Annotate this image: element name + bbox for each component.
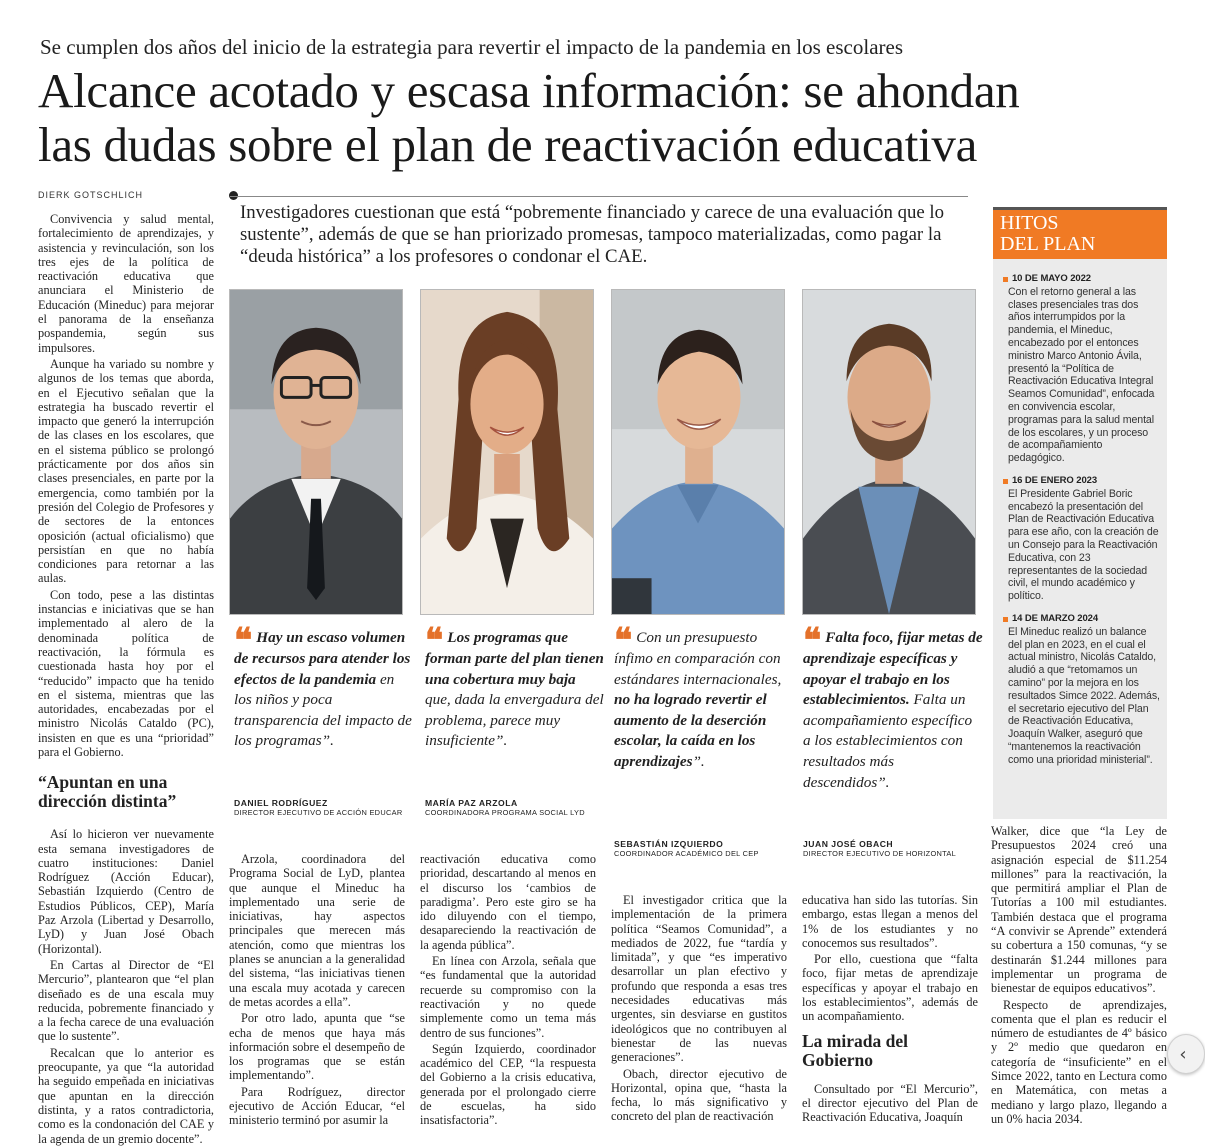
credit-obach [803, 839, 989, 859]
quote-bold-text: no ha logrado revertir el aumento de la deserción escolar, la caída en los aprendizajes [614, 691, 767, 770]
headline-line-2: las dudas sobre el plan de reactivación educativa [38, 117, 978, 172]
milestone-date [1003, 273, 1161, 286]
divider-line [230, 196, 968, 197]
milestone-date-text: 14 DE MARZO 2024 [1012, 612, 1099, 624]
quote-mark-icon: ❝ [614, 621, 629, 661]
milestone-date [1003, 613, 1161, 626]
quote-bold-text: Hay un escaso volumen de recursos para atender los efectos de la pandemia [234, 629, 411, 688]
portrait-juan-jose-obach [802, 289, 976, 615]
paragraph: En Cartas al Director de “El Mercurio”, plantearon que “el plan diseñado es de una escala muy reducida, pobremente financiado y a la fecha carece de una evaluación que lo sustente”. [38, 957, 214, 1044]
paragraph: El investigador critica que la implementación de la primera política “Seamos Comunidad”, a mediados de 2022, fue “tardía y limitada”, y que “es imperativo desarrollar un plan efectivo y profundo que responda a esas tres necesidades educativas más urgentes, sin desviarse en gustitos ideológicos que no contribuyen al bienestar de las nuevas generaciones”. [611, 893, 787, 1065]
paragraph: Obach, director ejecutivo de Horizontal, opina que, “hasta la fecha, lo más significativo y concreto del plan de reactivación [611, 1066, 787, 1124]
body-column-5 [802, 893, 978, 1127]
milestone-text: Con el retorno general a las clases presenciales tras dos años interrumpidos por la pandemia, el Mineduc, encabezado por el entonces ministro Marco Antonio Ávila, presentó la “Política de Reactivación Educativa Integral Seamos Comunidad”, enfocada en convivencia escolar, programas para la salud mental de los escolares, y un proceso de acompañamiento pedagógico. [1008, 285, 1155, 465]
pull-quote-arzola [425, 621, 605, 752]
body-column-4 [611, 893, 787, 1126]
portrait-maria-paz-arzola [420, 289, 594, 615]
quote-mark-icon: ❝ [425, 621, 440, 661]
paragraph: reactivación educativa como prioridad, descartando al menos en el discurso los ‘cambios de paradigma’. Pero este giro se ha ido diluyendo con el tiempo, desapareciendo la reactivación de la agenda pública”. [420, 852, 596, 952]
person-role: DIRECTOR EJECUTIVO DE HORIZONTAL [803, 849, 957, 858]
paragraph: Respecto de aprendizajes, comenta que el plan es reducir el número de estudiantes de 4º básico y 2º medio que quedaron en categoría de “insuficiente” en el Simce 2022, tanto en Lectura como en Matemática, con metas a mediano y largo plazo, llegando a un 0% hacia 2034. [991, 997, 1167, 1126]
paragraph: Consultado por “El Mercurio”, el director ejecutivo del Plan de Reactivación Educativa, Joaquín [802, 1081, 978, 1125]
bullet-square-icon [1003, 479, 1008, 484]
paragraph: Así lo hicieron ver nuevamente esta semana investigadores de cuatro instituciones: Daniel Rodríguez (Acción Educar), Sebastián Izquierdo (Centro de Estudios Públicos, CEP), María Paz Arzola (Libertad y Desarrollo, LyD) y Juan José Obach (Horizontal). [38, 827, 214, 956]
paragraph: Arzola, coordinadora del Programa Social de LyD, plantea que aunque el Mineduc ha implementado una serie de iniciativas, hay aspectos principales que merecen más atención, como que mientras los planes se anuncian a la generalidad del sistema, “las iniciativas tienen una escala muy acotada y carecen de metas acordes a ella”. [229, 852, 405, 1009]
milestones-list [1003, 273, 1161, 776]
credit-arzola [425, 798, 611, 818]
section-subhead: “Apuntan en una dirección distinta” [38, 772, 177, 812]
bullet-square-icon [1003, 277, 1008, 282]
pull-quote-obach [803, 621, 983, 793]
paragraph: Walker, dice que “la Ley de Presupuestos 2024 creó una asignación especial de $11.254 millones” para la reactivación, la que permitirá ampliar el Plan de Tutorías a 100 mil estudiantes. También destaca que el programa “A convivir se Aprende” extenderá su cobertura a 150 comunas, “y se destinarán $1.244 millones para implementar un programa de bienestar de equipos educativos”. [991, 824, 1167, 996]
paragraph: Recalcan que lo anterior es preocupante, ya que “la autoridad ha seguido empeñada en iniciativas que apuntan en la dirección distinta, y a ratos contradictoria, como es la condonación del CAE y la agenda de un gremio docente”. [38, 1045, 214, 1146]
body-column-2 [229, 852, 405, 1130]
paragraph: Por otro lado, apunta que “se echa de menos que haya más información sobre el desempeño de los programas que se están implementando”. [229, 1011, 405, 1083]
paragraph: Convivencia y salud mental, fortalecimiento de aprendizajes, y asistencia y revinculación, son los tres ejes de la política de reactivación educativa que anunciara el Ministerio de Educación (Mineduc) para mejorar el panorama de la enseñanza pospandemia, según sus impulsores. [38, 212, 214, 355]
milestones-title-line-1: HITOS [1000, 212, 1059, 234]
paragraph: Para Rodríguez, director ejecutivo de Acción Educar, “el ministerio terminó por asumir la [229, 1084, 405, 1128]
article-headline [38, 64, 1178, 172]
milestone-date-text: 10 DE MAYO 2022 [1012, 273, 1091, 284]
milestone-date-text: 16 DE ENERO 2023 [1012, 474, 1097, 486]
pull-quote-rodriguez [234, 621, 414, 752]
article-kicker: Se cumplen dos años del inicio de la estrategia para revertir el impacto de la pandemia en los escolares [40, 35, 903, 59]
milestone-date [1003, 475, 1161, 488]
quote-text: Falta un acompañamiento específico a los establecimientos con resultados más descendidos”. [803, 691, 973, 791]
headline-line-1: Alcance acotado y escasa información: se ahondan [38, 63, 1020, 118]
quote-mark-icon: ❝ [803, 621, 818, 661]
milestone-item [1003, 613, 1161, 767]
quote-text: que, dada la envergadura del problema, parece muy insuficiente”. [425, 691, 604, 750]
article-deck: Investigadores cuestionan que está “pobremente financiado y carece de una evaluación que lo sustente”, además de que se han priorizado promesas, tampoco materializadas, como pagar la “deuda histórica” a los profesores o condonar el CAE. [240, 202, 944, 267]
quote-bold-text: Los programas que forman parte del plan tienen una cobertura muy baja [425, 629, 604, 688]
paragraph: Por ello, cuestiona que “falta foco, fijar metas de aprendizaje específicas y apoyar el trabajo en los establecimientos”, además de un acompañamiento. [802, 952, 978, 1024]
body-column-6 [991, 824, 1167, 1128]
quote-text: ”. [692, 752, 705, 770]
milestone-text: El Presidente Gabriel Boric encabezó la presentación del Plan de Reactivación Educativa para ese año, con la creación de un Consejo para la Reactivación Educativa, con 23 representantes de la sociedad civil, el mundo académico y político. [1008, 487, 1159, 603]
quote-bold-text: Falta foco, fijar metas de aprendizaje específicas y apoyar el trabajo en los establecimientos. [803, 629, 983, 709]
portrait-daniel-rodriguez [229, 289, 403, 615]
chevron-right-icon: ‹ [1179, 1043, 1187, 1065]
paragraph: En línea con Arzola, señala que “es fundamental que la autoridad recuerde su compromiso con la reactivación y no quede simplemente como un tema más dentro de sus funciones”. [420, 954, 596, 1040]
credit-izquierdo [614, 839, 800, 859]
milestone-text: El Mineduc realizó un balance del plan en 2023, en el cual el actual ministro, Nicolás Cataldo, aludió a que “retomamos un camino” por la mejora en los resultados Simce 2022. Además, el secretario ejecutivo del Plan de Reactivación Educativa, Joaquín Walker, aseguró que “mantenemos la reactivación como una prioridad ministerial”. [1008, 625, 1160, 766]
person-name: MARÍA PAZ ARZOLA [425, 798, 518, 808]
milestone-item [1003, 475, 1161, 603]
person-role: DIRECTOR EJECUTIVO DE ACCIÓN EDUCAR [234, 808, 403, 817]
milestones-sidebar [993, 207, 1167, 819]
paragraph: Con todo, pese a las distintas instancias e iniciativas que se han implementado al alero de la denominada política de reactivación, la fórmula es cuestionada hasta hoy por el “reducido” impacto que ha tenido en el sistema, mientras que las autoridades, encabezadas por el ministro Nicolás Cataldo (PC), insisten en que es una “prioridad” para el Gobierno. [38, 587, 214, 759]
body-column-1 [38, 212, 214, 1148]
person-name: SEBASTIÁN IZQUIERDO [614, 839, 724, 849]
portrait-sebastian-izquierdo [611, 289, 785, 615]
milestone-item [1003, 273, 1161, 465]
paragraph: Aunque ha variado su nombre y algunos de los temas que aborda, en el Ejecutivo señalan que la estrategia ha buscado revertir el impacto que generó la interrupción de las clases en los escolares, que en el sistema público se prolongó prácticamente por dos años sin clases presenciales, en parte por la emergencia, como también por la presión del Colegio de Profesores y de sectores de la entonces oposición (actual oficialismo) que persistían en que no había condiciones para retornar a las aulas. [38, 356, 214, 586]
quote-text: Con un presupuesto ínfimo en comparación con estándares internacionales, [614, 629, 782, 688]
paragraph: educativa han sido las tutorías. Sin embargo, estas llegan a menos del 1% de los estudiantes y no conocemos sus resultados”. [802, 893, 978, 950]
paragraph: Según Izquierdo, coordinador académico del CEP, “la respuesta del Gobierno a la crisis educativa, generada por el prolongado cierre de escuelas, ha sido insatisfactoria”. [420, 1041, 596, 1128]
milestones-title-line-2: DEL PLAN [1000, 233, 1096, 255]
bullet-square-icon [1003, 617, 1008, 622]
person-name: DANIEL RODRÍGUEZ [234, 798, 328, 808]
pull-quote-izquierdo [614, 621, 794, 773]
person-name: JUAN JOSÉ OBACH [803, 839, 894, 849]
quote-mark-icon: ❝ [234, 621, 249, 661]
person-role: COORDINADOR ACADÉMICO DEL CEP [614, 849, 759, 858]
body-column-3 [420, 852, 596, 1130]
credit-rodriguez [234, 798, 420, 818]
milestones-title [993, 207, 1167, 259]
carousel-next-button[interactable] [1167, 1034, 1205, 1074]
byline: DIERK GOTSCHLICH [38, 190, 144, 200]
quote-text: en los niños y poca transparencia del impacto de los programas”. [234, 670, 412, 750]
section-subhead: La mirada del Gobierno [802, 1030, 908, 1070]
person-role: COORDINADORA PROGRAMA SOCIAL LYD [425, 808, 585, 817]
